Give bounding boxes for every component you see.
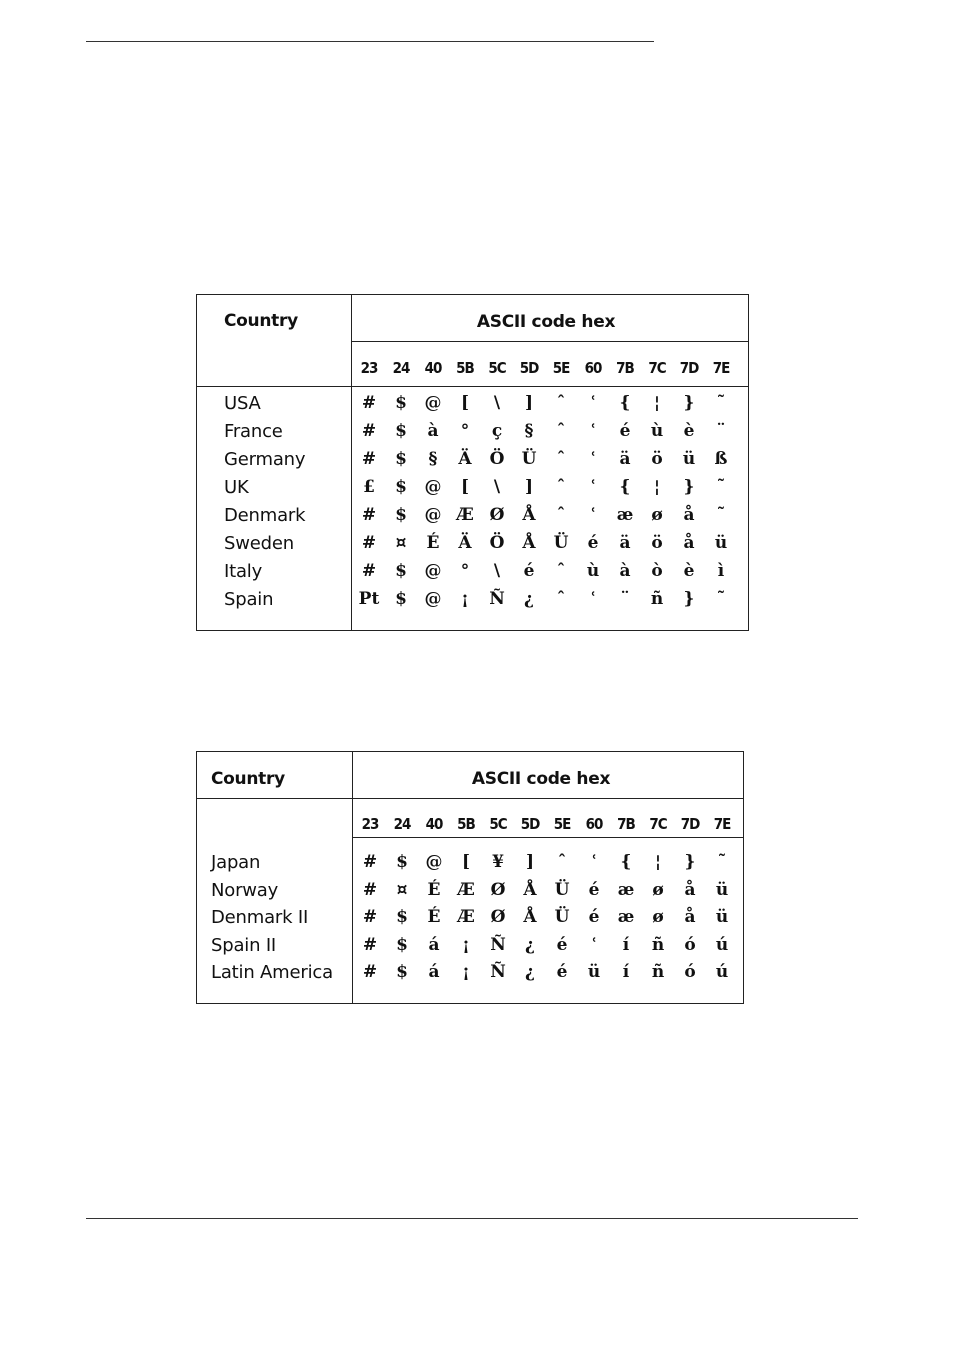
- country-name: Germany: [224, 449, 306, 470]
- country-name: Latin America: [211, 962, 333, 983]
- character-cell: Å: [522, 533, 536, 553]
- hex-code-header: 5C: [489, 815, 507, 833]
- country-name: USA: [224, 393, 261, 414]
- character-cell: é: [619, 421, 631, 441]
- character-cell: ü: [682, 449, 696, 469]
- character-cell: §: [524, 421, 534, 441]
- character-cell: $: [396, 852, 408, 872]
- character-cell: ç: [491, 421, 503, 441]
- character-cell: ì: [717, 561, 725, 581]
- character-cell: é: [523, 561, 535, 581]
- character-cell: Ü: [554, 879, 570, 900]
- character-cell: Æ: [457, 907, 475, 927]
- character-cell: æ: [616, 505, 634, 525]
- country-column-header: Country: [224, 311, 298, 331]
- character-cell: ʿ: [589, 393, 597, 413]
- character-cell: ʿ: [589, 589, 597, 609]
- character-cell: }: [683, 589, 695, 609]
- character-cell: {: [619, 477, 631, 497]
- character-cell: $: [395, 449, 407, 469]
- character-cell: Ö: [489, 533, 505, 553]
- hex-code-header: 5C: [488, 359, 506, 377]
- character-cell: Å: [523, 907, 537, 927]
- character-cell: °: [460, 421, 470, 441]
- character-cell: ú: [715, 934, 729, 955]
- character-cell: ˜: [717, 852, 727, 872]
- table-divider: [351, 295, 352, 630]
- character-cell: Å: [523, 879, 537, 900]
- hex-code-header: 7B: [617, 815, 635, 833]
- hex-code-header: 7E: [712, 359, 730, 377]
- hex-code-header: 5B: [457, 815, 475, 833]
- character-cell: æ: [617, 879, 635, 900]
- character-cell: Ñ: [490, 934, 506, 955]
- ascii-code-hex-header: ASCII code hex: [471, 769, 611, 789]
- character-cell: ˜: [716, 589, 726, 609]
- hex-code-header: 5D: [520, 815, 540, 833]
- character-cell: ¡: [461, 589, 469, 609]
- country-name: Italy: [224, 561, 263, 582]
- character-cell: @: [424, 505, 442, 525]
- hex-code-header: 24: [392, 359, 410, 377]
- hex-code-header: 40: [424, 359, 442, 377]
- character-cell: é: [588, 879, 600, 900]
- character-cell: #: [361, 421, 377, 441]
- character-cell: [: [461, 852, 471, 872]
- character-cell: Ü: [521, 449, 537, 469]
- country-name: Denmark: [224, 505, 306, 526]
- character-cell: @: [425, 852, 443, 872]
- header-rule: [86, 41, 654, 42]
- character-cell: ʿ: [590, 934, 598, 955]
- hex-code-header: 7E: [713, 815, 731, 833]
- character-cell: $: [396, 934, 408, 955]
- character-cell: è: [683, 561, 695, 581]
- character-cell: ø: [652, 907, 664, 927]
- character-cell: ¦: [653, 477, 661, 497]
- character-cell: É: [427, 907, 441, 927]
- character-cell: ʿ: [589, 421, 597, 441]
- hex-code-header: 7D: [680, 815, 700, 833]
- character-cell: °: [460, 561, 470, 581]
- character-cell: @: [424, 393, 442, 413]
- character-cell: ñ: [651, 962, 665, 982]
- character-cell: @: [424, 589, 442, 609]
- country-name: Japan: [211, 852, 261, 873]
- character-cell: ò: [651, 561, 663, 581]
- character-cell: ø: [652, 879, 664, 900]
- character-cell: ʿ: [589, 449, 597, 469]
- character-cell: \: [493, 561, 501, 581]
- hex-code-header: 5E: [552, 359, 570, 377]
- character-cell: ¿: [525, 934, 535, 955]
- country-name: Spain II: [211, 934, 277, 956]
- character-cell: ˆ: [556, 561, 566, 581]
- table-divider: [352, 837, 743, 838]
- character-cell: \: [493, 477, 501, 497]
- hex-code-header: 60: [585, 815, 603, 833]
- character-cell: Ñ: [490, 962, 506, 982]
- character-cell: ü: [587, 962, 601, 982]
- character-cell: }: [684, 852, 696, 872]
- table-divider: [197, 386, 748, 387]
- character-cell: ˆ: [556, 421, 566, 441]
- character-cell: Pt: [358, 589, 380, 609]
- character-cell: É: [427, 879, 441, 900]
- character-cell: }: [683, 477, 695, 497]
- character-cell: ¤: [396, 879, 408, 900]
- character-cell: $: [395, 421, 407, 441]
- character-cell: í: [622, 934, 630, 955]
- character-cell: å: [683, 505, 695, 525]
- character-cell: Ü: [553, 533, 569, 553]
- character-cell: ä: [619, 449, 631, 469]
- hex-code-header: 24: [393, 815, 411, 833]
- character-cell: ˆ: [556, 589, 566, 609]
- character-cell: #: [362, 962, 378, 982]
- character-cell: ù: [586, 561, 600, 581]
- character-cell: å: [683, 533, 695, 553]
- character-cell: á: [428, 934, 440, 955]
- character-cell: ó: [684, 934, 696, 955]
- character-cell: ¨: [620, 589, 630, 609]
- character-cell: Æ: [456, 505, 474, 525]
- character-cell: #: [362, 852, 378, 872]
- character-cell: Æ: [457, 879, 475, 900]
- character-cell: #: [361, 449, 377, 469]
- character-cell: Ä: [458, 449, 472, 469]
- character-cell: è: [683, 421, 695, 441]
- character-cell: ]: [524, 393, 534, 413]
- character-cell: ˜: [716, 393, 726, 413]
- character-cell: ¡: [462, 934, 470, 955]
- character-cell: ñ: [651, 934, 665, 955]
- character-cell: ˜: [716, 477, 726, 497]
- hex-code-header: 5B: [456, 359, 474, 377]
- hex-code-header: 5D: [519, 359, 539, 377]
- character-cell: {: [619, 393, 631, 413]
- character-cell: Å: [522, 505, 536, 525]
- charset-table-1: [196, 294, 749, 631]
- character-cell: É: [426, 533, 440, 553]
- character-cell: ]: [524, 477, 534, 497]
- character-cell: $: [395, 561, 407, 581]
- character-cell: [: [460, 477, 470, 497]
- character-cell: ˆ: [556, 449, 566, 469]
- character-cell: ù: [650, 421, 664, 441]
- hex-code-header: 7C: [648, 359, 666, 377]
- character-cell: ü: [714, 533, 728, 553]
- table-divider: [352, 752, 353, 1003]
- character-cell: Ö: [489, 449, 505, 469]
- table-divider: [197, 798, 743, 799]
- character-cell: é: [587, 533, 599, 553]
- character-cell: ó: [684, 962, 696, 982]
- character-cell: }: [683, 393, 695, 413]
- character-cell: ü: [715, 907, 729, 927]
- character-cell: é: [556, 962, 568, 982]
- character-cell: {: [620, 852, 632, 872]
- character-cell: #: [361, 505, 377, 525]
- character-cell: à: [619, 561, 631, 581]
- character-cell: í: [622, 962, 630, 982]
- character-cell: §: [428, 449, 438, 469]
- character-cell: ¡: [462, 962, 470, 982]
- character-cell: @: [424, 477, 442, 497]
- character-cell: ʿ: [589, 505, 597, 525]
- character-cell: ß: [714, 449, 728, 469]
- character-cell: ˜: [716, 505, 726, 525]
- country-name: France: [224, 421, 283, 442]
- character-cell: ¿: [525, 962, 535, 982]
- hex-code-header: 40: [425, 815, 443, 833]
- character-cell: á: [428, 962, 440, 982]
- character-cell: $: [395, 505, 407, 525]
- character-cell: å: [684, 907, 696, 927]
- character-cell: #: [362, 907, 378, 927]
- character-cell: $: [395, 589, 407, 609]
- character-cell: ʿ: [590, 852, 598, 872]
- character-cell: ö: [651, 449, 663, 469]
- character-cell: Ü: [554, 907, 570, 927]
- country-column-header: Country: [211, 769, 285, 789]
- table-divider: [351, 341, 748, 342]
- character-cell: ˆ: [556, 393, 566, 413]
- character-cell: Ø: [490, 907, 506, 927]
- character-cell: à: [427, 421, 439, 441]
- character-cell: ]: [525, 852, 535, 872]
- hex-code-header: 7B: [616, 359, 634, 377]
- country-name: Denmark II: [211, 907, 309, 928]
- character-cell: ¥: [492, 852, 504, 872]
- hex-code-header: 23: [361, 815, 379, 833]
- character-cell: Ä: [458, 533, 472, 553]
- character-cell: é: [588, 907, 600, 927]
- country-name: Spain: [224, 589, 274, 610]
- character-cell: \: [493, 393, 501, 413]
- character-cell: ú: [715, 962, 729, 982]
- character-cell: æ: [617, 907, 635, 927]
- character-cell: ¦: [653, 393, 661, 413]
- character-cell: ö: [651, 533, 663, 553]
- character-cell: #: [362, 934, 378, 955]
- character-cell: Ø: [489, 505, 505, 525]
- character-cell: $: [396, 907, 408, 927]
- character-cell: ä: [619, 533, 631, 553]
- hex-code-header: 7C: [649, 815, 667, 833]
- hex-code-header: 5E: [553, 815, 571, 833]
- footer-rule: [86, 1218, 858, 1219]
- charset-table-2: [196, 751, 744, 1004]
- character-cell: #: [361, 533, 377, 553]
- character-cell: ¿: [524, 589, 534, 609]
- character-cell: @: [424, 561, 442, 581]
- character-cell: ˆ: [556, 477, 566, 497]
- country-name: UK: [224, 477, 249, 498]
- character-cell: $: [395, 393, 407, 413]
- character-cell: ¦: [654, 852, 662, 872]
- character-cell: ñ: [650, 589, 664, 609]
- character-cell: ˆ: [557, 852, 567, 872]
- character-cell: #: [361, 393, 377, 413]
- character-cell: £: [363, 477, 375, 497]
- character-cell: Ø: [490, 879, 506, 900]
- character-cell: [: [460, 393, 470, 413]
- character-cell: $: [395, 477, 407, 497]
- character-cell: $: [396, 962, 408, 982]
- hex-code-header: 23: [360, 359, 378, 377]
- character-cell: ʿ: [589, 477, 597, 497]
- character-cell: #: [362, 879, 378, 900]
- character-cell: ø: [651, 505, 663, 525]
- ascii-code-hex-header: ASCII code hex: [476, 312, 616, 332]
- character-cell: é: [556, 934, 568, 955]
- hex-code-header: 60: [584, 359, 602, 377]
- character-cell: ˆ: [556, 505, 566, 525]
- character-cell: ü: [715, 879, 729, 900]
- character-cell: ¤: [395, 533, 407, 553]
- country-name: Sweden: [224, 533, 294, 554]
- character-cell: ¨: [716, 421, 726, 441]
- character-cell: Ñ: [489, 589, 505, 609]
- country-name: Norway: [211, 879, 279, 901]
- character-cell: #: [361, 561, 377, 581]
- hex-code-header: 7D: [679, 359, 699, 377]
- character-cell: å: [684, 879, 696, 900]
